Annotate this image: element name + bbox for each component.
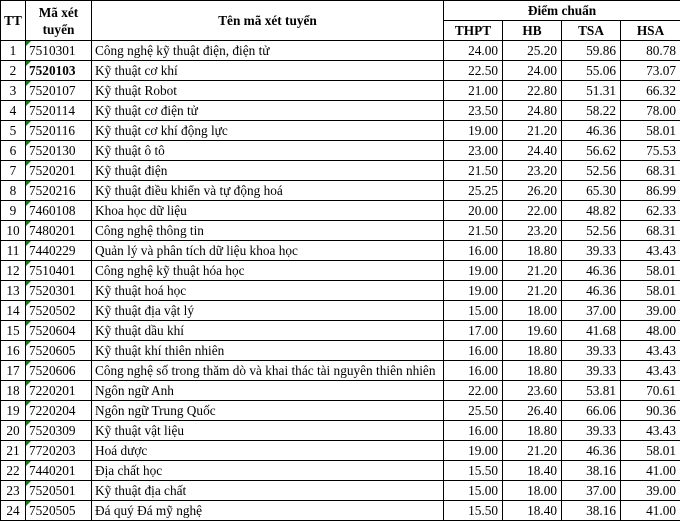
table-row [1, 81, 680, 101]
table-row [1, 221, 680, 241]
score-hsa-cell: 90.36 [621, 401, 680, 421]
score-thpt-cell: 21.00 [444, 81, 503, 101]
score-thpt-cell: 20.00 [444, 201, 503, 221]
score-thpt-cell: 16.00 [444, 341, 503, 361]
score-hsa-cell: 41.00 [621, 461, 680, 481]
score-hsa-cell: 58.01 [621, 261, 680, 281]
score-hsa-cell: 58.01 [621, 281, 680, 301]
row-number-cell: 5 [1, 121, 26, 141]
header-name: Tên mã xét tuyển [92, 1, 444, 41]
major-code-cell: 7520604 [26, 321, 92, 341]
score-hsa-cell: 41.00 [621, 501, 680, 521]
score-tsa-cell: 37.00 [562, 481, 621, 501]
score-hb-cell: 24.80 [503, 101, 562, 121]
table-row [1, 381, 680, 401]
score-hb-cell: 21.20 [503, 261, 562, 281]
major-name-cell: Kỹ thuật cơ khí động lực [92, 121, 444, 141]
score-hb-cell: 18.80 [503, 341, 562, 361]
score-tsa-cell: 39.33 [562, 241, 621, 261]
row-number-cell: 4 [1, 101, 26, 121]
table-row [1, 41, 680, 61]
score-thpt-cell: 24.00 [444, 41, 503, 61]
header-hb: HB [503, 21, 562, 41]
score-hb-cell: 18.80 [503, 421, 562, 441]
row-number-cell: 11 [1, 241, 26, 261]
major-code-cell: 7520103 [26, 61, 92, 81]
score-hsa-cell: 58.01 [621, 441, 680, 461]
score-thpt-cell: 16.00 [444, 241, 503, 261]
major-name-cell: Kỹ thuật cơ khí [92, 61, 444, 81]
table-row [1, 161, 680, 181]
score-hb-cell: 25.20 [503, 41, 562, 61]
score-hb-cell: 18.80 [503, 361, 562, 381]
score-tsa-cell: 38.16 [562, 501, 621, 521]
score-thpt-cell: 23.00 [444, 141, 503, 161]
row-number-cell: 19 [1, 401, 26, 421]
major-name-cell: Ngôn ngữ Anh [92, 381, 444, 401]
score-hb-cell: 22.80 [503, 81, 562, 101]
score-hb-cell: 18.40 [503, 461, 562, 481]
major-name-cell: Kỹ thuật Robot [92, 81, 444, 101]
table-body [1, 41, 680, 521]
major-name-cell: Kỹ thuật vật liệu [92, 421, 444, 441]
score-tsa-cell: 46.36 [562, 441, 621, 461]
table-row [1, 241, 680, 261]
major-code-cell: 7520216 [26, 181, 92, 201]
score-hb-cell: 23.20 [503, 221, 562, 241]
row-number-cell: 2 [1, 61, 26, 81]
score-thpt-cell: 17.00 [444, 321, 503, 341]
score-hsa-cell: 66.32 [621, 81, 680, 101]
score-tsa-cell: 58.22 [562, 101, 621, 121]
score-hb-cell: 21.20 [503, 281, 562, 301]
score-hsa-cell: 43.43 [621, 341, 680, 361]
score-thpt-cell: 16.00 [444, 421, 503, 441]
row-number-cell: 24 [1, 501, 26, 521]
score-hb-cell: 26.20 [503, 181, 562, 201]
major-name-cell: Kỹ thuật điện [92, 161, 444, 181]
score-hb-cell: 21.20 [503, 121, 562, 141]
score-thpt-cell: 15.00 [444, 481, 503, 501]
header-score-group: Điểm chuẩn [444, 1, 680, 21]
major-name-cell: Kỹ thuật điều khiển và tự động hoá [92, 181, 444, 201]
major-code-cell: 7520301 [26, 281, 92, 301]
score-hb-cell: 23.20 [503, 161, 562, 181]
score-hsa-cell: 68.31 [621, 161, 680, 181]
row-number-cell: 12 [1, 261, 26, 281]
table-row [1, 61, 680, 81]
score-hb-cell: 21.20 [503, 441, 562, 461]
row-number-cell: 17 [1, 361, 26, 381]
score-tsa-cell: 38.16 [562, 461, 621, 481]
major-name-cell: Kỹ thuật hoá học [92, 281, 444, 301]
row-number-cell: 14 [1, 301, 26, 321]
header-hsa: HSA [621, 21, 680, 41]
major-name-cell: Quản lý và phân tích dữ liệu khoa học [92, 241, 444, 261]
table-row [1, 301, 680, 321]
score-thpt-cell: 22.00 [444, 381, 503, 401]
score-hsa-cell: 68.31 [621, 221, 680, 241]
major-code-cell: 7520606 [26, 361, 92, 381]
major-name-cell: Kỹ thuật ô tô [92, 141, 444, 161]
score-thpt-cell: 19.00 [444, 121, 503, 141]
row-number-cell: 16 [1, 341, 26, 361]
score-tsa-cell: 37.00 [562, 301, 621, 321]
score-hb-cell: 18.00 [503, 481, 562, 501]
score-hsa-cell: 80.78 [621, 41, 680, 61]
score-thpt-cell: 15.50 [444, 461, 503, 481]
major-code-cell: 7480201 [26, 221, 92, 241]
score-thpt-cell: 19.00 [444, 441, 503, 461]
score-tsa-cell: 55.06 [562, 61, 621, 81]
score-thpt-cell: 15.00 [444, 301, 503, 321]
score-tsa-cell: 52.56 [562, 161, 621, 181]
major-name-cell: Đá quý Đá mỹ nghệ [92, 501, 444, 521]
header-tt: TT [1, 1, 26, 41]
row-number-cell: 7 [1, 161, 26, 181]
score-thpt-cell: 23.50 [444, 101, 503, 121]
score-hsa-cell: 78.00 [621, 101, 680, 121]
major-name-cell: Kỹ thuật cơ điện tử [92, 101, 444, 121]
header-tsa: TSA [562, 21, 621, 41]
row-number-cell: 6 [1, 141, 26, 161]
major-code-cell: 7440229 [26, 241, 92, 261]
major-name-cell: Kỹ thuật khí thiên nhiên [92, 341, 444, 361]
table-row [1, 261, 680, 281]
major-code-cell: 7520501 [26, 481, 92, 501]
major-code-cell: 7520114 [26, 101, 92, 121]
score-tsa-cell: 46.36 [562, 121, 621, 141]
row-number-cell: 18 [1, 381, 26, 401]
row-number-cell: 20 [1, 421, 26, 441]
row-number-cell: 3 [1, 81, 26, 101]
row-number-cell: 8 [1, 181, 26, 201]
row-number-cell: 22 [1, 461, 26, 481]
score-hb-cell: 18.40 [503, 501, 562, 521]
major-name-cell: Kỹ thuật địa chất [92, 481, 444, 501]
header-code: Mã xét tuyển [26, 1, 92, 41]
score-thpt-cell: 25.25 [444, 181, 503, 201]
major-code-cell: 7720203 [26, 441, 92, 461]
score-hb-cell: 19.60 [503, 321, 562, 341]
score-thpt-cell: 19.00 [444, 261, 503, 281]
score-tsa-cell: 56.62 [562, 141, 621, 161]
score-tsa-cell: 48.82 [562, 201, 621, 221]
major-name-cell: Kỹ thuật địa vật lý [92, 301, 444, 321]
table-row [1, 361, 680, 381]
major-code-cell: 7220201 [26, 381, 92, 401]
major-name-cell: Công nghệ thông tin [92, 221, 444, 241]
major-name-cell: Ngôn ngữ Trung Quốc [92, 401, 444, 421]
table-row [1, 461, 680, 481]
row-number-cell: 10 [1, 221, 26, 241]
score-hb-cell: 24.40 [503, 141, 562, 161]
table-row [1, 141, 680, 161]
score-tsa-cell: 39.33 [562, 341, 621, 361]
major-code-cell: 7520130 [26, 141, 92, 161]
row-number-cell: 13 [1, 281, 26, 301]
score-hb-cell: 22.00 [503, 201, 562, 221]
major-code-cell: 7520107 [26, 81, 92, 101]
score-thpt-cell: 22.50 [444, 61, 503, 81]
major-name-cell: Địa chất học [92, 461, 444, 481]
table-row [1, 201, 680, 221]
header-thpt: THPT [444, 21, 503, 41]
table-row [1, 281, 680, 301]
score-thpt-cell: 21.50 [444, 221, 503, 241]
score-hsa-cell: 48.00 [621, 321, 680, 341]
table-row [1, 321, 680, 341]
major-name-cell: Khoa học dữ liệu [92, 201, 444, 221]
score-tsa-cell: 59.86 [562, 41, 621, 61]
score-tsa-cell: 53.81 [562, 381, 621, 401]
major-name-cell: Công nghệ kỹ thuật hóa học [92, 261, 444, 281]
score-tsa-cell: 39.33 [562, 421, 621, 441]
score-hsa-cell: 86.99 [621, 181, 680, 201]
score-thpt-cell: 19.00 [444, 281, 503, 301]
score-thpt-cell: 25.50 [444, 401, 503, 421]
score-tsa-cell: 51.31 [562, 81, 621, 101]
score-hsa-cell: 43.43 [621, 421, 680, 441]
major-code-cell: 7440201 [26, 461, 92, 481]
major-code-cell: 7520116 [26, 121, 92, 141]
score-tsa-cell: 65.30 [562, 181, 621, 201]
score-hsa-cell: 39.00 [621, 301, 680, 321]
row-number-cell: 9 [1, 201, 26, 221]
major-name-cell: Công nghệ kỹ thuật điện, điện tử [92, 41, 444, 61]
score-tsa-cell: 46.36 [562, 281, 621, 301]
score-hsa-cell: 75.53 [621, 141, 680, 161]
score-thpt-cell: 15.50 [444, 501, 503, 521]
score-hsa-cell: 73.07 [621, 61, 680, 81]
major-code-cell: 7520505 [26, 501, 92, 521]
row-number-cell: 23 [1, 481, 26, 501]
score-hb-cell: 23.60 [503, 381, 562, 401]
major-code-cell: 7510401 [26, 261, 92, 281]
table-row [1, 341, 680, 361]
score-hb-cell: 18.80 [503, 241, 562, 261]
table-row [1, 401, 680, 421]
score-hsa-cell: 58.01 [621, 121, 680, 141]
header-row-1 [1, 1, 680, 21]
table-row [1, 481, 680, 501]
major-code-cell: 7520502 [26, 301, 92, 321]
score-hsa-cell: 43.43 [621, 241, 680, 261]
score-hsa-cell: 39.00 [621, 481, 680, 501]
table-row [1, 101, 680, 121]
major-name-cell: Công nghệ số trong thăm dò và khai thác tài nguyên thiên nhiên [92, 361, 444, 381]
major-code-cell: 7460108 [26, 201, 92, 221]
score-tsa-cell: 41.68 [562, 321, 621, 341]
row-number-cell: 1 [1, 41, 26, 61]
table-row [1, 121, 680, 141]
table-row [1, 421, 680, 441]
major-name-cell: Hoá dược [92, 441, 444, 461]
major-code-cell: 7510301 [26, 41, 92, 61]
score-hsa-cell: 43.43 [621, 361, 680, 381]
score-hb-cell: 26.40 [503, 401, 562, 421]
score-hsa-cell: 62.33 [621, 201, 680, 221]
table-row [1, 181, 680, 201]
score-tsa-cell: 39.33 [562, 361, 621, 381]
major-code-cell: 7520309 [26, 421, 92, 441]
table-row [1, 441, 680, 461]
major-name-cell: Kỹ thuật dầu khí [92, 321, 444, 341]
row-number-cell: 21 [1, 441, 26, 461]
score-tsa-cell: 46.36 [562, 261, 621, 281]
score-tsa-cell: 66.06 [562, 401, 621, 421]
major-code-cell: 7520605 [26, 341, 92, 361]
score-hsa-cell: 70.61 [621, 381, 680, 401]
score-hb-cell: 24.00 [503, 61, 562, 81]
score-hb-cell: 18.00 [503, 301, 562, 321]
major-code-cell: 7220204 [26, 401, 92, 421]
major-code-cell: 7520201 [26, 161, 92, 181]
score-thpt-cell: 16.00 [444, 361, 503, 381]
row-number-cell: 15 [1, 321, 26, 341]
score-tsa-cell: 52.56 [562, 221, 621, 241]
score-thpt-cell: 21.50 [444, 161, 503, 181]
